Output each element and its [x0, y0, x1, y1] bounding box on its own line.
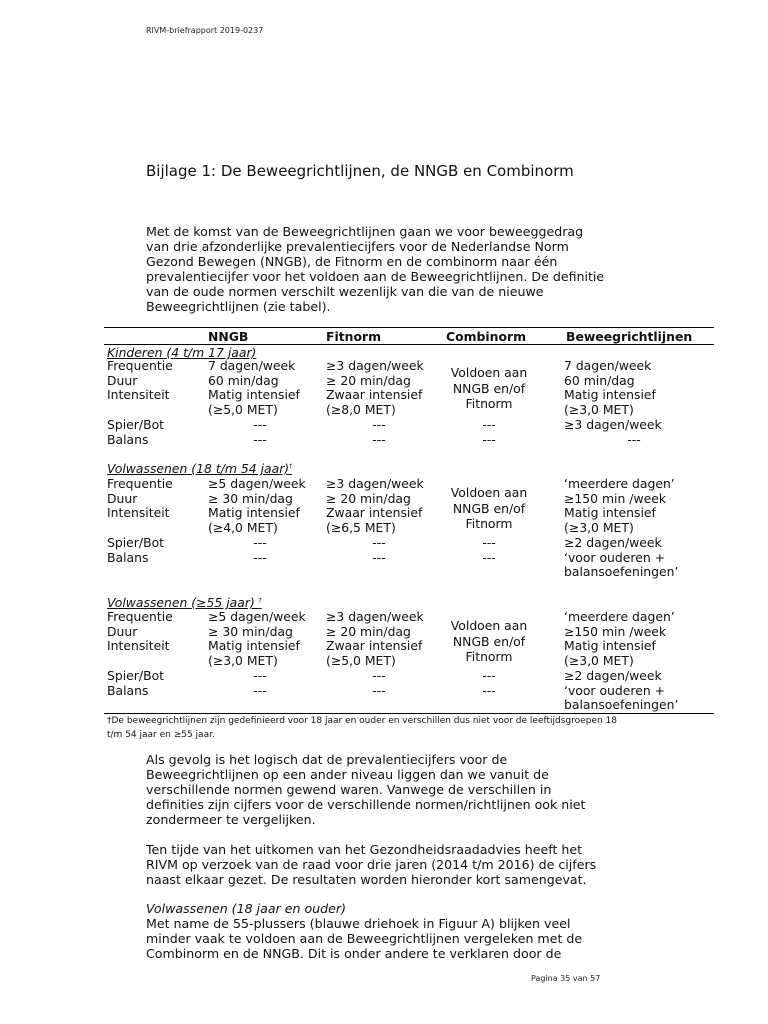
fitnorm-cell: (≥6,5 MET) [326, 520, 396, 536]
text-line: van drie afzonderlijke prevalentiecijfers voor de Nederlandse Norm [146, 239, 569, 254]
text-line: verschillende normen gewend waren. Vanwege de verschillen in [146, 782, 552, 797]
beweeg-cell: ≥2 dagen/week [564, 534, 662, 550]
running-header: RIVM-briefrapport 2019-0237 [146, 26, 264, 35]
intro-paragraph [146, 224, 646, 314]
text-line: naast elkaar gezet. De resultaten worden hieronder kort samengevat. [146, 872, 587, 887]
nngb-cell: ≥5 dagen/week [208, 476, 306, 491]
empty-cell-dash: --- [482, 682, 496, 698]
empty-cell-dash: --- [482, 667, 496, 683]
combinorm-cell: Voldoen aan NNGB en/of Fitnorm [450, 618, 528, 664]
row-label-balans: Balans [107, 682, 149, 698]
section-title-adults-55plus: Volwassenen (≥55 jaar) † [107, 595, 262, 610]
beweeg-cell: (≥3,0 MET) [564, 520, 634, 536]
nngb-cell: Matig intensief [208, 387, 300, 403]
beweeg-cell: ≥150 min /week [564, 490, 667, 506]
col-header-beweegrichtlijnen: Beweegrichtlijnen [566, 329, 693, 344]
empty-cell-dash: --- [372, 682, 386, 698]
nngb-cell: ≥ 30 min/dag [208, 623, 293, 639]
empty-cell-dash: --- [372, 431, 386, 447]
text-line: Beweegrichtlijnen op een ander niveau liggen dan we vanuit de [146, 767, 549, 782]
combinorm-cell: Voldoen aan NNGB en/of Fitnorm [450, 365, 528, 411]
subheading-adults: Volwassenen (18 jaar en ouder) [146, 901, 346, 916]
text-line: van de oude normen verschilt wezenlijk van die van de nieuwe [146, 284, 544, 299]
row-label-balans: Balans [107, 549, 149, 565]
row-label-duur: Duur [107, 372, 138, 388]
fitnorm-cell: (≥5,0 MET) [326, 653, 396, 669]
col-header-nngb: NNGB [208, 329, 249, 344]
text-line: prevalentiecijfer voor het voldoen aan de Beweegrichtlijnen. De definitie [146, 269, 605, 284]
text-line: Als gevolg is het logisch dat de prevalentiecijfers voor de [146, 752, 508, 767]
beweeg-cell: ≥3 dagen/week [564, 416, 662, 432]
beweeg-cell: ≥2 dagen/week [564, 667, 662, 683]
nngb-cell: (≥5,0 MET) [208, 402, 278, 418]
row-label-duur: Duur [107, 490, 138, 506]
row-label-spierbot: Spier/Bot [107, 534, 165, 550]
beweeg-cell: ‘voor ouderen + [564, 549, 666, 565]
empty-cell-dash: --- [372, 667, 386, 683]
row-label-intensiteit: Intensiteit [107, 505, 170, 521]
empty-cell-dash: --- [372, 534, 386, 550]
fitnorm-cell: ≥ 20 min/dag [326, 490, 411, 506]
paragraph-consequence [146, 752, 646, 827]
row-label-frequentie: Frequentie [107, 476, 173, 491]
nngb-cell: ≥5 dagen/week [208, 609, 306, 624]
appendix-title: Bijlage 1: De Beweegrichtlijnen, de NNGB en Combinorm [146, 162, 574, 180]
fitnorm-cell: ≥ 20 min/dag [326, 623, 411, 639]
table-top-rule [104, 327, 714, 328]
beweeg-cell: balansoefeningen’ [564, 697, 679, 713]
table-footnote: †De beweegrichtlijnen zijn gedefinieerd voor 18 jaar en ouder en verschillen dus niet voor de leeftijdsgroepen 18 t/m 54 jaar en ≥55 jaar. [107, 716, 617, 740]
text-line: Met de komst van de Beweegrichtlijnen gaan we voor beweeggedrag [146, 224, 584, 239]
fitnorm-cell: Zwaar intensief [326, 638, 423, 654]
text-line: zondermeer te vergelijken. [146, 812, 316, 827]
empty-cell-dash: --- [253, 667, 267, 683]
text-line: RIVM op verzoek van de raad voor drie jaren (2014 t/m 2016) de cijfers [146, 857, 597, 872]
paragraph-rivm [146, 842, 646, 887]
text-line: Ten tijde van het uitkomen van het Gezondheidsraadadvies heeft het [146, 842, 583, 857]
beweeg-cell: ≥150 min /week [564, 623, 667, 639]
fitnorm-cell: (≥8,0 MET) [326, 402, 396, 418]
text-line: minder vaak te voldoen aan de Beweegrichtlijnen vergeleken met de [146, 931, 583, 946]
nngb-cell: ≥ 30 min/dag [208, 490, 293, 506]
beweeg-cell: Matig intensief [564, 387, 656, 403]
fitnorm-cell: ≥3 dagen/week [326, 609, 424, 624]
beweeg-cell: 60 min/dag [564, 372, 635, 388]
text-line: Met name de 55-plussers (blauwe driehoek in Figuur A) blijken veel [146, 916, 571, 931]
nngb-cell: (≥3,0 MET) [208, 653, 278, 669]
empty-cell-dash: --- [253, 534, 267, 550]
col-header-combinorm: Combinorm [446, 329, 526, 344]
beweeg-cell: 7 dagen/week [564, 358, 652, 373]
beweeg-cell: Matig intensief [564, 505, 656, 521]
row-label-intensiteit: Intensiteit [107, 638, 170, 654]
beweeg-cell: Matig intensief [564, 638, 656, 654]
fitnorm-cell: ≥3 dagen/week [326, 358, 424, 373]
text-line: definities zijn cijfers voor de verschillende normen/richtlijnen ook niet [146, 797, 586, 812]
empty-cell-dash: --- [482, 416, 496, 432]
fitnorm-cell: ≥ 20 min/dag [326, 372, 411, 388]
nngb-cell: Matig intensief [208, 505, 300, 521]
row-label-spierbot: Spier/Bot [107, 667, 165, 683]
row-label-frequentie: Frequentie [107, 609, 173, 624]
fitnorm-cell: ≥3 dagen/week [326, 476, 424, 491]
beweeg-cell: ‘meerdere dagen’ [564, 609, 675, 624]
empty-cell-dash: --- [253, 682, 267, 698]
row-label-intensiteit: Intensiteit [107, 387, 170, 403]
empty-cell-dash: --- [253, 416, 267, 432]
beweeg-cell: (≥3,0 MET) [564, 653, 634, 669]
section-title-adults-18-54: Volwassenen (18 t/m 54 jaar)† [107, 461, 293, 476]
combinorm-cell: Voldoen aan NNGB en/of Fitnorm [450, 485, 528, 531]
beweeg-cell: balansoefeningen’ [564, 564, 679, 580]
nngb-cell: 7 dagen/week [208, 358, 296, 373]
page-number: Pagina 35 van 57 [531, 974, 601, 983]
text-line: Beweegrichtlijnen (zie tabel). [146, 299, 331, 314]
paragraph-adults [146, 901, 646, 961]
empty-cell-dash: --- [372, 416, 386, 432]
empty-cell-dash: --- [372, 549, 386, 565]
nngb-cell: Matig intensief [208, 638, 300, 654]
empty-cell-dash: --- [482, 431, 496, 447]
text-line: Gezond Bewegen (NNGB), de Fitnorm en de combinorm naar één [146, 254, 558, 269]
beweeg-cell: ‘meerdere dagen’ [564, 476, 675, 491]
empty-cell-dash: --- [627, 431, 641, 447]
empty-cell-dash: --- [253, 431, 267, 447]
col-header-fitnorm: Fitnorm [326, 329, 381, 344]
row-label-balans: Balans [107, 431, 149, 447]
nngb-cell: 60 min/dag [208, 372, 279, 388]
fitnorm-cell: Zwaar intensief [326, 387, 423, 403]
row-label-frequentie: Frequentie [107, 358, 173, 373]
section-title-children: Kinderen (4 t/m 17 jaar) [107, 345, 257, 360]
empty-cell-dash: --- [482, 549, 496, 565]
text-line: Combinorm en de NNGB. Dit is onder andere te verklaren door de [146, 946, 562, 961]
fitnorm-cell: Zwaar intensief [326, 505, 423, 521]
empty-cell-dash: --- [482, 534, 496, 550]
nngb-cell: (≥4,0 MET) [208, 520, 278, 536]
empty-cell-dash: --- [253, 549, 267, 565]
beweeg-cell: (≥3,0 MET) [564, 402, 634, 418]
beweeg-cell: ‘voor ouderen + [564, 682, 666, 698]
row-label-spierbot: Spier/Bot [107, 416, 165, 432]
row-label-duur: Duur [107, 623, 138, 639]
